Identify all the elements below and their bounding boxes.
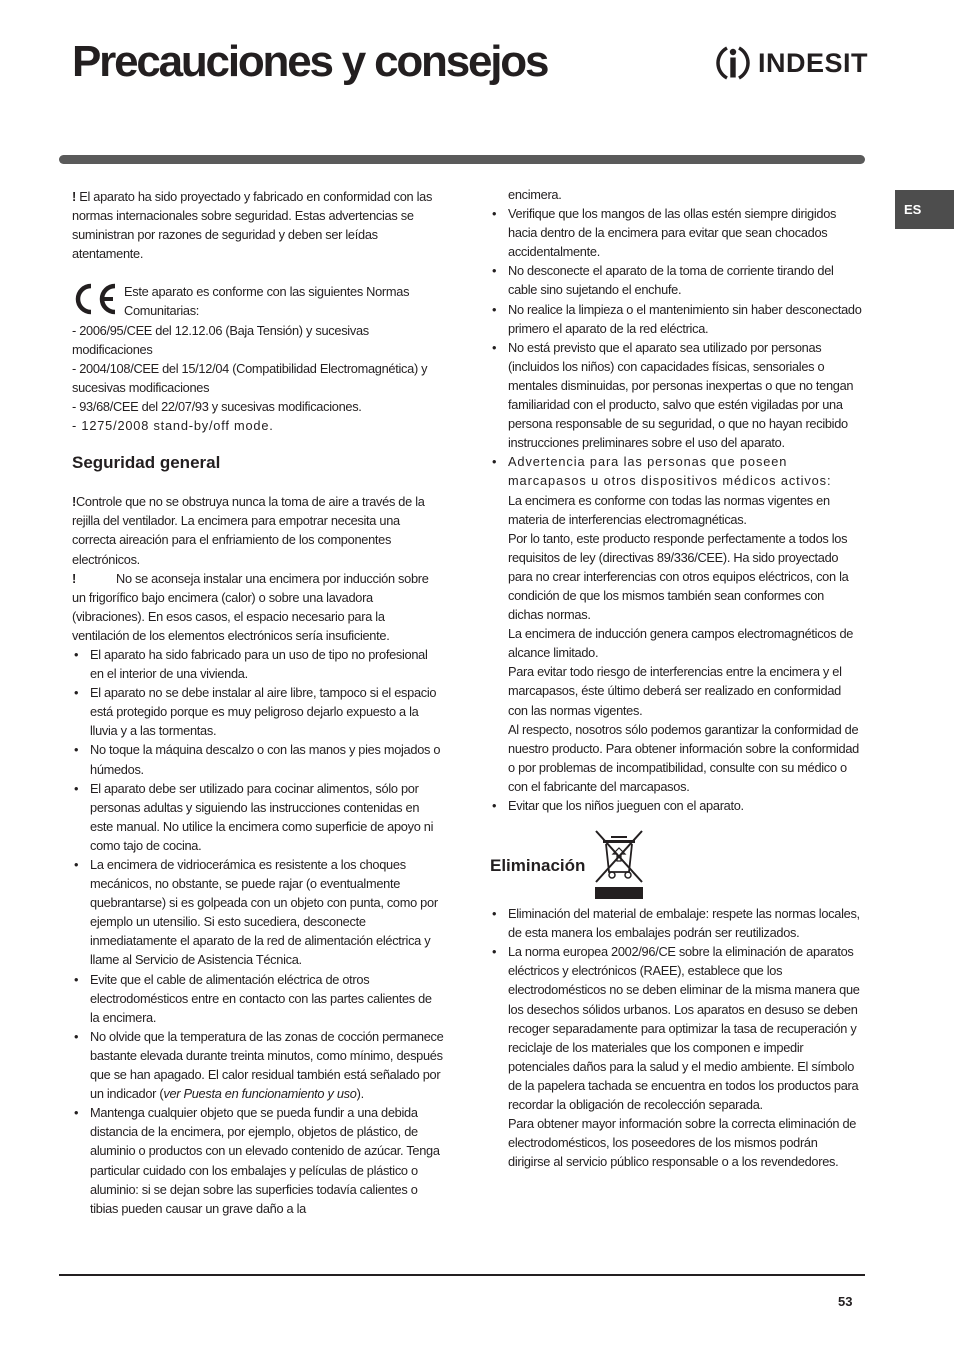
list-item: • El aparato ha sido fabricado para un uso de tipo no profesional en el interior de una vivienda. [72, 645, 444, 683]
right-column [490, 185, 862, 1171]
brand-name: INDESIT [758, 47, 869, 78]
continuation-text: encimera. [508, 187, 562, 202]
warning-installation [72, 569, 444, 645]
temp-text: No olvide que la temperatura de las zonas de cocción permanece bastante elevada durante treinta minutos, como mínimo, después que se han apagado. El calor residual también está señalado por un indicador ( [90, 1028, 444, 1102]
list-item: • Evitar que los niños jueguen con el aparato. [490, 796, 862, 815]
list-item: • Verifique que los mangos de las ollas estén siempre dirigidos hacia dentro de la encimera para evitar que sean chocados accidentalmente. [490, 204, 862, 261]
pacemaker-paragraph: Para evitar todo riesgo de interferencias entre la encimera y el marcapasos, éste último deberá ser realizado en conformidad con las normas vigentes. [508, 664, 842, 718]
list-item: • Eliminación del material de embalaje: respete las normas locales, de esta manera los embalajes podrán ser reutilizados. [490, 904, 862, 942]
temp-text-end: ). [356, 1086, 364, 1102]
list-item: • El aparato debe ser utilizado para cocinar alimentos, sólo por personas adultas y siguiendo las instrucciones contenidas en este manual. No utilice la encimera como superficie de apoyo ni como tajo de cocina. [72, 779, 444, 855]
list-item [72, 1027, 444, 1103]
security-heading: Seguridad general [72, 453, 221, 473]
language-tab: ES [895, 190, 954, 229]
ce-conformity [72, 282, 444, 320]
indesit-logo [712, 43, 868, 83]
footer-divider [59, 1274, 865, 1276]
list-item: • No está previsto que el aparato sea utilizado por personas (incluidos los niños) con capacidades físicas, sensoriales o mentales disminuidas, por personas inexpertas o que no tengan familiaridad con el producto, salvo que estén vigiladas por una persona responsable de su seguridad, o que no hayan recibido instrucciones preliminares sobre el uso del aparato. [490, 338, 862, 453]
norm-3: - 93/68/CEE del 22/07/93 y sucesivas modificaciones. [72, 398, 362, 414]
ce-mark-icon [72, 282, 118, 316]
disposal-heading: Eliminación [490, 856, 586, 876]
page-title: Precauciones y consejos [72, 37, 548, 86]
crossed-bin-icon [593, 828, 645, 900]
warning-installation-text: No se aconseja instalar una encimera por inducción sobre un frigorífico bajo encimera (calor) o sobre una lavadora (vibraciones). En esos casos, el espacio necesario para la ventilación de los elementos electrónicos sería insuficiente. [72, 570, 429, 643]
list-item: • El aparato no se debe instalar al aire libre, tampoco si el espacio está protegido porque es muy peligroso dejarlo expuesto a la lluvia y a las tormentas. [72, 683, 444, 740]
intro-warning [72, 187, 444, 263]
security-list [72, 645, 444, 1218]
warning-mark: ! [72, 189, 76, 204]
list-item: • Evite que el cable de alimentación eléctrica de otros electrodomésticos entre en contacto con las partes calientes de la encimera. [72, 970, 444, 1027]
pacemaker-paragraph: Al respecto, nosotros sólo podemos garantizar la conformidad de nuestro producto. Para obtener información sobre la conformidad o por problemas de incompatibilidad, consulte con su médico o con el fabricante del marcapasos. [508, 721, 859, 794]
list-item [490, 942, 862, 1171]
indesit-i-icon [712, 42, 754, 84]
list-item: • No realice la limpieza o el mantenimiento sin haber desconectado primero el aparato de la red eléctrica. [490, 300, 862, 338]
weee-text: • La norma europea 2002/96/CE sobre la eliminación de aparatos eléctricos y electrónicos (RAEE), establece que los electrodomésticos no se deben eliminar de la misma manera que los desechos sólidos urbanos. Los aparatos en desuso se deben recoger separadamente para optimizar la tasa de recuperación y reciclaje de los materiales que los componen e impedir potenciales daños para la salud y el medio ambiente. El símbolo de la papelera tachada se encuentra en todos los productos para recordar la obligación de recolección separada. [508, 944, 860, 1113]
left-column [72, 187, 444, 1218]
list-item [490, 452, 862, 796]
pacemaker-paragraph: Por lo tanto, este producto responde perfectamente a todos los requisitos de ley (directivas 89/336/CEE). Ha sido proyectado para no crear interferencias con otros equipos eléctricos, con la condición de que los mismos también sean conformes con dichas normas. [508, 530, 849, 623]
disposal-final-text: Para obtener mayor información sobre la correcta eliminación de electrodomésticos, los poseedores de los mismos podrán dirigirse al servicio público responsable o a los revendedores. [508, 1116, 857, 1170]
warning-ventilation [72, 492, 444, 568]
list-item: • No desconecte el aparato de la toma de corriente tirando del cable sino sujetando el enchufe. [490, 261, 862, 299]
pacemaker-lead: • Advertencia para las personas que poseen marcapasos u otros dispositivos médicos activos: [508, 454, 832, 489]
list-item: • La encimera de vidriocerámica es resistente a los choques mecánicos, no obstante, se puede rajar (o eventualmente quebrantarse) si es golpeada con un objeto con punta, como por ejemplo un utensilio. Si esto sucediera, desconecte inmediatamente el aparato de la red de alimentación eléctrica y llame al Servicio de Asistencia Técnica. [72, 855, 444, 970]
norm-4: - 1275/2008 stand-by/off mode. [72, 418, 274, 434]
warning-ventilation-text: Controle que no se obstruya nunca la toma de aire a través de la rejilla del ventilador. La encimera para empotrar necesita una correcta aireación para el enfriamiento de los componentes electrónicos. [72, 494, 425, 567]
safety-list [490, 204, 862, 815]
pacemaker-paragraph: La encimera es conforme con todas las normas vigentes en materia de interferencias electromagnéticas. [508, 492, 830, 527]
disposal-list [490, 904, 862, 1171]
list-item: • No toque la máquina descalzo o con las manos y pies mojados o húmedos. [72, 740, 444, 778]
pacemaker-paragraph: La encimera de inducción genera campos electromagnéticos de alcance limitado. [508, 626, 854, 661]
warning-mark: ! [72, 494, 76, 510]
temp-reference: ver Puesta en funcionamiento y uso [163, 1086, 357, 1102]
intro-text: El aparato ha sido proyectado y fabricado en conformidad con las normas internacionales sobre seguridad. Estas advertencias se suministran por razones de seguridad y deben ser leídas atentamente. [72, 189, 433, 262]
list-item: • Mantenga cualquier objeto que se pueda fundir a una debida distancia de la encimera, por ejemplo, objetos de plástico, de aluminio o productos con un elevado contenido de azúcar. Tenga particular cuidado con los embalajes y películas de plástico o aluminio: si se dejan sobre las superficies todavía calientes o tibias pueden causar un grave daño a la [72, 1103, 444, 1218]
norm-2: - 2004/108/CEE del 15/12/04 (Compatibilidad Electromagnética) y sucesivas modificaciones [72, 360, 428, 395]
header-divider [59, 155, 865, 164]
norm-1: - 2006/95/CEE del 12.12.06 (Baja Tensión) y sucesivas modificaciones [72, 322, 369, 357]
page-number: 53 [838, 1294, 853, 1309]
disposal-header [490, 828, 862, 900]
warning-mark: ! [72, 570, 76, 586]
ce-text: Este aparato es conforme con las siguientes Normas Comunitarias: [124, 284, 410, 319]
